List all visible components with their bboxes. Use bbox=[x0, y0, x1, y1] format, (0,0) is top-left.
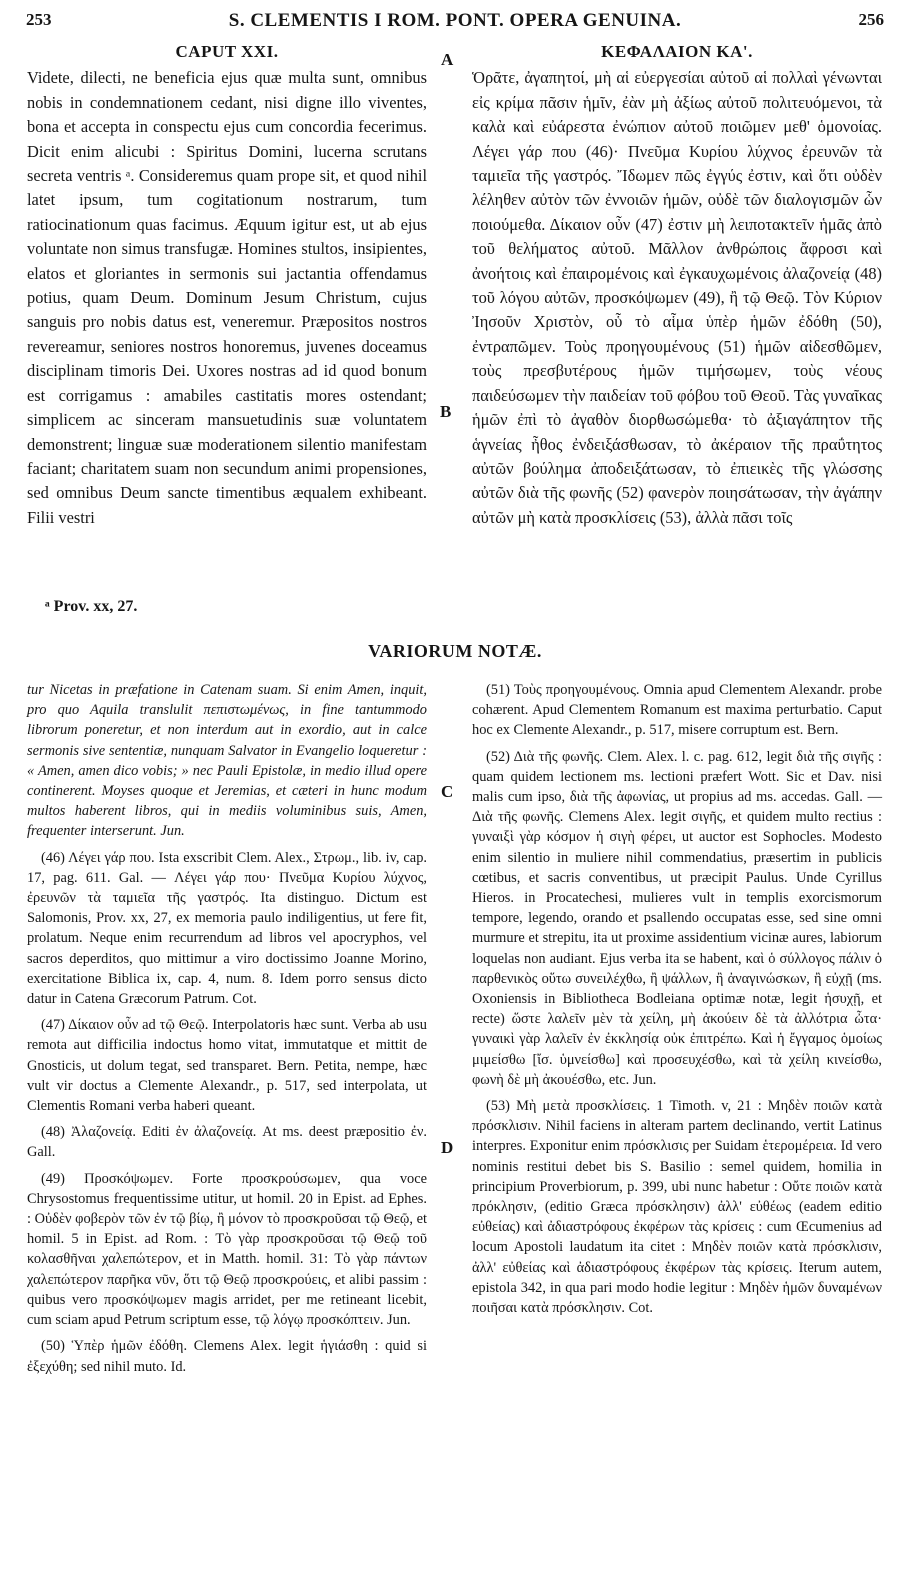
greek-text: Ὁρᾶτε, ἀγαπητοί, μὴ αἱ εὐεργεσίαι αὐτοῦ αἱ πολλαὶ γένωνται εἰς κρίμα πᾶσιν ἡμῖν, ἐὰν μὴ ἀξίως αὐτοῦ πολιτευόμενοι, τὰ καλὰ καὶ εὐάρεστα ἐνώπιον αὐτοῦ ποιῶμεν μεθ' ὁμονοίας. Λέγει γάρ που (46)· Πνεῦμα Κυρίου λύχνος ἐρευνῶν τὰ ταμιεῖα τῆς γαστρός. Ἴδωμεν πῶς ἐγγύς ἐστιν, καὶ ὅτι οὐδὲν λέληθεν αὐτὸν τῶν ἐννοιῶν ἡμῶν, οὐδὲ τῶν διαλογισμῶν ὧν ποιούμεθα. Δίκαιον οὖν (47) ἐστιν μὴ λειποτακτεῖν ἡμᾶς ἀπὸ τοῦ θελήματος αὐτοῦ. Μᾶλλον ἀνθρώποις ἄφροσι καὶ ἀνοήτοις καὶ ἐπαιρομένοις καὶ ἐγκαυχωμένοις ἀλαζονείᾳ (48) τοῦ λόγου αὐτῶν, προσκόψωμεν (49), ἢ τῷ Θεῷ. Τὸν Κύριον Ἰησοῦν Χριστὸν, οὗ τὸ αἷμα ὑπὲρ ἡμῶν ἐδόθη (50), ἐντραπῶμεν. Τοὺς προηγουμένους (51) ἡμῶν αἰδεσθῶμεν, τοὺς πρεσβυτέρους ἡμῶν τιμήσωμεν, τοὺς νέους παιδεύσωμεν τὴν παιδείαν τοῦ φόβου τοῦ Θεοῦ. Τὰς γυναῖκας ἡμῶν ἐπὶ τὸ ἀγαθὸν διορθωσώμεθα· τὸ ἀξιαγάπητον τῆς ἁγνείας ἦθος ἐνδειξάσθωσαν, τὸ ἀκέραιον τῆς πραΰτητος αὐτῶν βούλημα ἀποδειξάτωσαν, τὸ ἐπιεικὲς τῆς γλώσσης αὐτῶν διὰ τῆς φωνῆς (52) φανερὸν ποιησάτωσαν, τὴν ἀγάπην αὐτῶν μὴ κατὰ προσκλίσεις (53), ἀλλὰ πᾶσι τοῖς bbox=[472, 68, 882, 527]
latin-column bbox=[27, 40, 427, 530]
note-paragraph: (47) Δίκαιον οὖν ad τῷ Θεῷ. Interpolatoris hæc sunt. Verba ab usu remota aut difficilia indoctus homo vitat, immutatque et mittit de Gnosticis, ut dolum tegat, sed transparet. Bern. Petita, nempe, hæc vult vir doctus a Clemente Alexandr., p. 517, sed interpolata, ut Clementis Romani verba haberi queant. bbox=[27, 1017, 427, 1115]
note-paragraph: (48) Ἀλαζονείᾳ. Editi ἐν ἀλαζονείᾳ. At ms. deest præpositio ἐν. Gall. bbox=[27, 1124, 427, 1161]
notes-left-column bbox=[27, 680, 427, 1383]
latin-text: Videte, dilecti, ne beneficia ejus quæ multa sunt, omnibus nobis in condemnationem cedant, nisi digne illo viventes, bona et accepta in conspectu ejus cum concordia fecerimus. Dicit enim alicubi : Spiritus Domini, lucerna scrutans secreta ventris ᵃ. Consideremus quam prope sit, et quod nihil latet ipsum, tum cogitationum nostrarum, tum ratiocinationum quas facimus. Æquum igitur est, ut ab ejus voluntate non simus transfugæ. Homines stultos, insipientes, elatos et gloriantes in sermonis sui jactantia offendamus potius, quam Deum. Dominum Jesum Christum, cujus sanguis pro nobis datus est, veneremur. Præpositos nostros revereamur, seniores nostros honoremus, juvenes doceamus disciplinam timoris Dei. Uxores nostras ad id quod bonum est corrigamus : amabiles castitatis mores ostendant; simplicem ac sinceram mansuetudinis suæ voluntatem demonstrent; linguæ suæ moderationem silentio manifestam faciant; charitatem suam non secundum animi propensiones, sed omnibus Deum sancte timentibus æqualem exhibeant. Filii vestri bbox=[27, 68, 427, 527]
margin-letter-d: D bbox=[441, 1138, 454, 1157]
note-paragraph: tur Nicetas in præfatione in Catenam suam. Si enim Amen, inquit, pro quo Aquila translulit πεπιστωμένως, in fine tantummodo librorum poneretur, et non interdum aut in exordio, aut in calce sermonis sive sententiæ, nunquam Salvator in Evangelio loqueretur : « Amen, amen dico vobis; » nec Pauli Epistolæ, in medio illud opere continerent. Moyses quoque et Jeremias, et cæteri in hunc modum multos haberent libros, qui in mediis voluminibus suis, Amen, frequenter interserunt. Jun. bbox=[27, 682, 427, 840]
latin-chapter-heading: CAPUT XXI. bbox=[175, 42, 279, 61]
margin-letter-c: C bbox=[441, 782, 454, 801]
running-title: S. CLEMENTIS I ROM. PONT. OPERA GENUINA. bbox=[228, 10, 682, 31]
page-number-right: 256 bbox=[858, 10, 884, 29]
note-paragraph: (46) Λέγει γάρ που. Ista exscribit Clem. Alex., Στρωμ., lib. iv, cap. 17, pag. 611. Gal. — Λέγει γάρ που· Πνεῦμα Κυρίου λύχνος, ἐρευνῶν τὰ ταμιεῖα τῆς γαστρός. Ita distinguo. Dictum est Salomonis, Prov. xx, 27, ex memoria paulo indiligentius, ut fere fit, prolatum. Neque enim recurrendum ad libros vel apocryphos, vel sacros deperditos, quo mittimur a viro doctissimo Joanne Morino, exercitatione Biblica ix, cap. 4, num. 8. Idem porro sensus dicto datur in Catena Græcorum Patrum. Cot. bbox=[27, 849, 427, 1008]
margin-letter-a: A bbox=[441, 50, 454, 69]
footnote: ᵃ Prov. xx, 27. bbox=[45, 598, 138, 615]
note-paragraph: (53) Μὴ μετὰ προσκλίσεις. 1 Timoth. v, 21 : Μηδὲν ποιῶν κατὰ πρόσκλισιν. Nihil faciens in alteram partem declinando, vertit Latinus interpres. Exponitur enim πρόσκλισις per Suidam ἑτερομέρεια. Id vero nominis restitui debet bis S. Basilio : semel quidem, homilia in principium Proverbiorum, p. 399, ubi nunc habetur : Οὔτε ποιῶν κατὰ πρόκλησιν, (editio Græca πρόσκλησιν) ἀλλ' εὐθέως (eadem editio εὐθείας) καὶ ἀδιαστρόφους ἐκφέρων τὰς κρίσεις : cum Œcumenius ad locum Apostoli laudatum ita citet : Μηδὲν ποιῶν κατὰ πρόσκλισιν, ἀλλ' εὐθείας καὶ ἀδιαστρόφους ἐκφέρων τὰς κρίσεις. Iterum autem, epistola 342, in qua pari modo hodie legitur : Μηδὲν ἡμῶν δυναμένων ποιῆσαι κατὰ πρόσκλησιν. Cot. bbox=[472, 1098, 882, 1317]
note-paragraph: (49) Προσκόψωμεν. Forte προσκρούσωμεν, qua voce Chrysostomus frequentissime utitur, ut homil. 20 in Epist. ad Ephes. : Οὐδὲν φοβερὸν τῶν ἐν τῷ βίῳ, ἢ μόνον τὸ προσκροῦσαι τῷ Θεῷ, et homil. 5 in Epist. ad Rom. : Τὸ γὰρ προσκροῦσαι τῷ Θεῷ τοῦ κολασθῆναι χαλεπώτερον, et in Matth. homil. 31: Τὸ γὰρ πάντων χαλεπώτερον παρῆκα νῦν, ὅτι τῷ Θεῷ προσκρούεις, et alibi passim : quibus vero προσκόψωμεν magis arridet, per me retineant licebit, cum sciam apud Petrum scriptum esse, τῷ λόγῳ προσκόπτειν. Jun. bbox=[27, 1170, 427, 1329]
greek-column bbox=[472, 40, 882, 530]
greek-chapter-heading: ΚΕΦΑΛΑΙΟΝ ΚΑ'. bbox=[601, 42, 753, 61]
running-header bbox=[26, 6, 884, 32]
note-paragraph: (51) Τοὺς προηγουμένους. Omnia apud Clementem Alexandr. probe cohærent. Apud Clementem Romanum est maxima perturbatio. Caput hoc ex Clemente Alexandr., p. 517, misere corruptum est. Bern. bbox=[472, 682, 882, 739]
notes-title: VARIORUM NOTÆ. bbox=[368, 641, 542, 661]
margin-letter-b: B bbox=[440, 402, 452, 421]
note-paragraph: (50) Ὑπὲρ ἡμῶν ἐδόθη. Clemens Alex. legit ἡγιάσθη : quid si ἐξεχύθη; sed nihil muto. Id. bbox=[27, 1338, 427, 1375]
notes-right-column bbox=[472, 680, 882, 1324]
page-number-left: 253 bbox=[26, 10, 52, 29]
note-paragraph: (52) Διὰ τῆς φωνῆς. Clem. Alex. l. c. pag. 612, legit διὰ τῆς σιγῆς : quam quidem lectionem ms. lectioni præfert Wott. Sic et Dav. nisi malis cum ipso, διὰ τῆς ἀφωνίας, ut propius ad ms. accedas. Gall. — Διὰ τῆς φωνῆς. Clemens Alex. legit σιγῆς, et quidem multo rectius : γυναιξὶ γὰρ κόσμον ἡ σιγὴ φέρει, ut auctor est Sophocles. Modesto enim silentio in muliere nihil commendatius, præsertim in publicis cœtibus, et sacris conventibus, ut præcipit Paulus. Unde Cyrillus Hieros. in Procatechesi, mulieres vult in templis exorcismorum tempore, legendo, orando et psallendo occupatas esse, sed sine omni murmure et strepitu, ita ut proxime assidentium vicinæ aures, labiorum loquelas non audiant. Ejus verba ita se habent, καὶ ὁ σύλλογος πάλιν ὁ παρθενικὸς οὕτω συνειλέχθω, ἢ ψάλλων, ἢ ἀναγινώσκων, ἢ εὐχῇ (ms. Oxoniensis in Bibliotheca Bodleiana optimæ notæ, legit ἡσυχῇ, et recte) ὥστε λαλεῖν μὲν τὰ χείλη, μὴ ἀκούειν δὲ τὰ ἀλλότρια ὦτα· γυναικὶ γὰρ λαλεῖν ἐν ἐκκλησίᾳ οὐκ ἐπιτρέπω. Καὶ ἡ ἔγγαμος ὁμοίως μιμείσθω [ἴσ. ὑμνείσθω] καὶ προσευχέσθω, καὶ τὰ χείλη κινείσθω, φωνὴ δὲ μὴ ἀκουέσθω, etc. Jun. bbox=[472, 748, 882, 1088]
